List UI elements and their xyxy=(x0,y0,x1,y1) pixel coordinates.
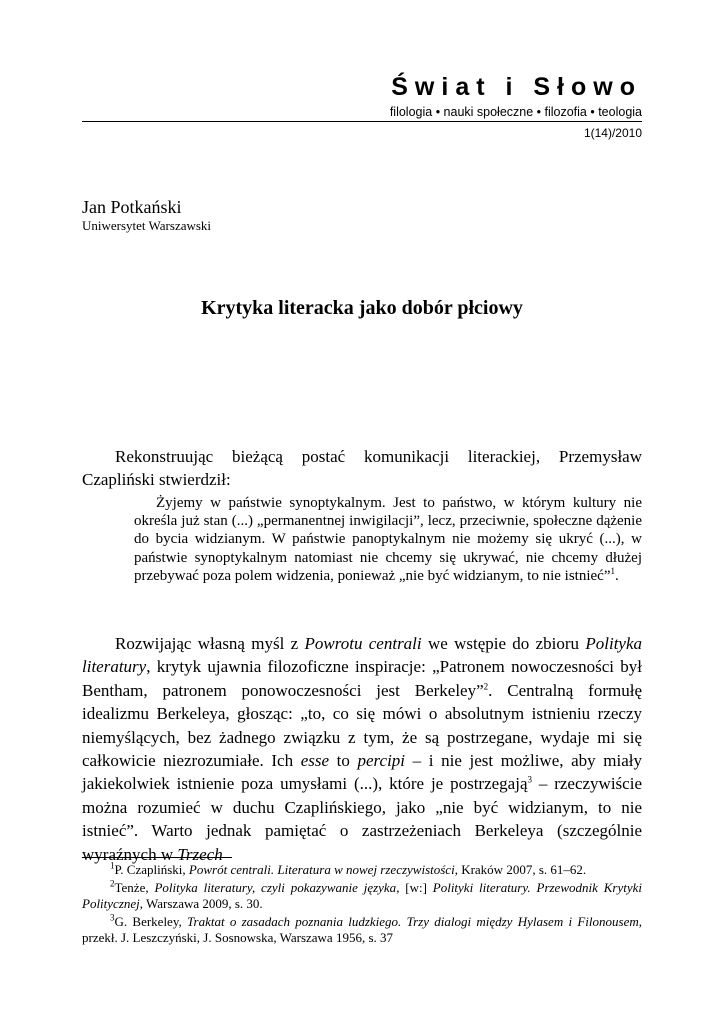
italic-title: Trzech xyxy=(177,844,223,864)
italic-title: Powrotu centrali xyxy=(304,634,422,653)
paragraph-main-text: Rozwijając własną myśl z xyxy=(115,634,305,653)
footnote-divider xyxy=(82,857,232,858)
quote-text: Żyjemy w państwie synoptykalnym. Jest to państwo, w którym kultury nie określa już stan (...) „permanentnej inwigilacji”, lecz, przeciwnie, społeczne dążenie do bycia widzianym. W państwie panoptykalnym nie możemy się ukryć (...), w państwie synoptykalnym natomiast nie chcemy się ukrywać, nie chcemy dłużej przebywać poza polem widzenia, ponieważ „nie być widzianym, to nie istnieć” xyxy=(134,495,642,584)
footnote-text: , przekł. J. Leszczyński, J. Sosnowska, Warszawa 1956, s. 37 xyxy=(82,913,643,946)
footnote-text: , Kraków 2007, s. 61–62. xyxy=(454,862,587,877)
footnotes xyxy=(82,862,642,948)
author-name: Jan Potkański xyxy=(82,197,182,217)
paragraph-intro-text: Rekonstruując bieżącą postać komunikacji literackiej, Przemysław Czapliński stwierdził: xyxy=(82,447,642,490)
footnote-number: 1 xyxy=(110,860,115,871)
italic-term: percipi xyxy=(357,751,406,771)
footnote-text: P. Czapliński, xyxy=(114,862,189,877)
footnote-number: 3 xyxy=(110,912,115,923)
footnote-title: Polityka literatury, czyli pokazywanie języka xyxy=(154,879,397,895)
paragraph-intro xyxy=(82,445,642,492)
journal-issue: 1(14)/2010 xyxy=(583,126,642,140)
footnote-text: , Warszawa 2009, s. 30. xyxy=(139,896,263,912)
footnote-title: Powrót centrali. Literatura w nowej rzeczywistości xyxy=(188,862,455,877)
paragraph-main-text: we wstępie do zbioru xyxy=(421,634,586,653)
italic-title: Polityka literatury xyxy=(82,634,643,677)
footnote-text: , [w:] xyxy=(396,879,433,895)
footnote-title: Polityki literatury. Przewodnik Krytyki Politycznej xyxy=(82,879,642,912)
header-divider xyxy=(82,121,642,122)
footnote-3 xyxy=(82,914,642,947)
italic-term: esse xyxy=(300,751,330,771)
paragraph-main-text: – rzeczywiście można rozumieć w duchu Czaplińskiego, jako „nie być widzianym, to nie istnieć”. Warto jednak pamiętać o zastrzeżeniach Berkeleya (szczególnie wyraźnych w xyxy=(82,774,642,864)
footnote-ref-2[interactable]: 2 xyxy=(483,681,489,692)
footnote-1 xyxy=(82,862,642,879)
footnote-ref-1[interactable]: 1 xyxy=(610,565,615,576)
footnote-ref-3[interactable]: 3 xyxy=(527,774,532,785)
paragraph-main-text: . Centralną formułę idealizmu Berkeleya, głosząc: „to, co się mówi o absolutnym istnieniu rzeczy niemyślących, bez żadnego związku z tym, że są postrzegane, wydaje mi się całkowicie niezrozumiałe. Ich xyxy=(82,680,643,771)
journal-subtitle: filologia • nauki społeczne • filozofia • teologia xyxy=(389,105,642,119)
footnote-number: 2 xyxy=(110,878,115,889)
footnote-2 xyxy=(82,880,642,913)
footnote-text: Tenże, xyxy=(114,879,155,895)
journal-title: Świat i Słowo xyxy=(391,73,642,101)
paragraph-main-text: , krytyk ujawnia filozoficzne inspiracje: „Patronem nowoczesności był Bentham, patronem ponowoczesności jest Berkeley” xyxy=(82,657,642,700)
footnote-title: Traktat o zasadach poznania ludzkiego. Trzy dialogi między Hylasem i Filonousem xyxy=(187,913,639,929)
article-title: Krytyka literacka jako dobór płciowy xyxy=(201,297,523,319)
paragraph-main-text: to xyxy=(329,751,358,771)
block-quote: Żyjemy w państwie synoptykalnym. Jest to państwo, w którym kultury nie określa już stan (...) „permanentnej inwigilacji”, lecz, przeciwnie, społeczne dążenie do bycia widzianym. W państwie panoptykalnym nie możemy się ukryć (...), w państwie synoptykalnym natomiast nie chcemy się ukrywać, nie chcemy dłużej przebywać poza polem widzenia, ponieważ „nie być widzianym, to nie istnieć”$^1$. xyxy=(134,495,642,584)
footnote-text: G. Berkeley, xyxy=(114,913,188,929)
author-affiliation: Uniwersytet Warszawski xyxy=(82,218,212,233)
paragraph-main-text: – i nie jest możliwe, aby miały jakiekolwiek istnienie poza umysłami (...), które je postrzegają xyxy=(82,751,642,794)
paragraph-main xyxy=(82,632,642,866)
